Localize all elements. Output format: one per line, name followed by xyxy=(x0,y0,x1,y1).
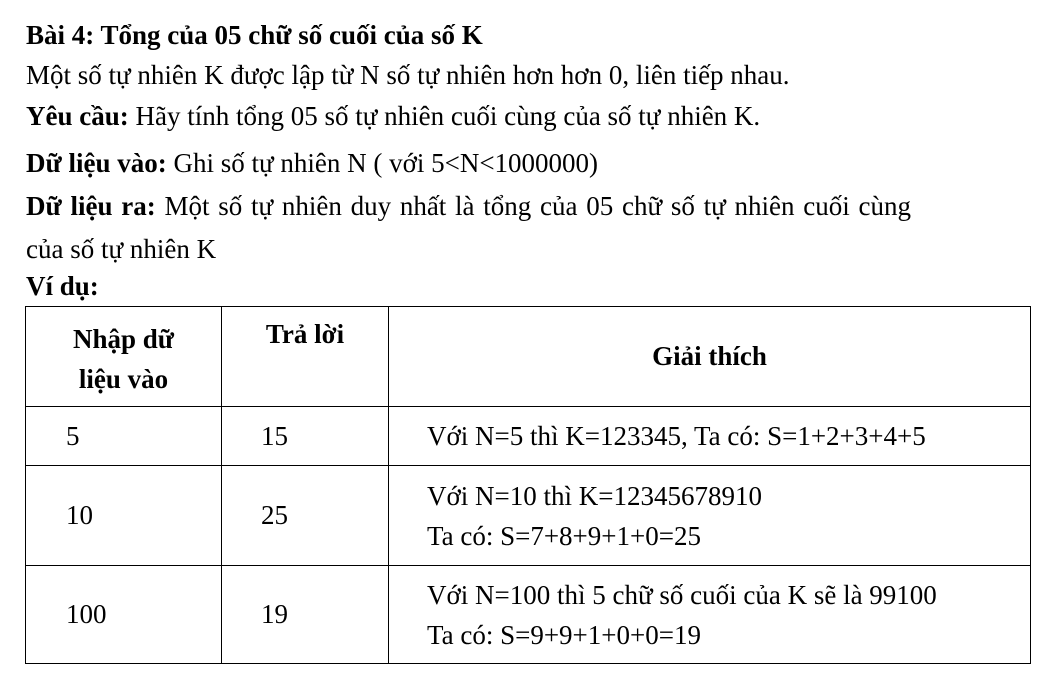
row-explanation xyxy=(389,566,1031,664)
header-input-line2: liệu vào xyxy=(78,364,169,394)
header-input xyxy=(26,307,222,407)
examples-table xyxy=(25,306,1031,664)
row-input: 10 xyxy=(26,466,222,566)
row-input: 5 xyxy=(26,407,222,466)
row-explanation-line2: Ta có: S=7+8+9+1+0=25 xyxy=(427,520,701,551)
output-label: Dữ liệu ra: xyxy=(26,191,156,221)
output-text-line1: Một số tự nhiên duy nhất là tổng của 05 chữ số tự nhiên cuối cùng xyxy=(155,191,911,221)
row-input: 100 xyxy=(26,566,222,664)
table-row xyxy=(26,407,1031,466)
requirement-label: Yêu cầu: xyxy=(26,101,129,131)
input-text: Ghi số tự nhiên N ( với 5<N<1000000) xyxy=(166,148,599,178)
problem-title: Bài 4: Tổng của 05 chữ số cuối của số K xyxy=(26,20,483,50)
requirement-line xyxy=(26,100,760,132)
header-explanation: Giải thích xyxy=(389,307,1031,407)
example-label: Ví dụ: xyxy=(26,271,99,301)
row-explanation xyxy=(389,407,1031,466)
input-spec-line xyxy=(26,147,598,179)
row-explanation-line2: Ta có: S=9+9+1+0+0=19 xyxy=(427,619,701,650)
table-row xyxy=(26,566,1031,664)
input-label: Dữ liệu vào: xyxy=(26,148,167,178)
table-header-row xyxy=(26,307,1031,407)
row-answer: 25 xyxy=(222,466,389,566)
output-text-line2: của số tự nhiên K xyxy=(26,234,217,264)
problem-intro: Một số tự nhiên K được lập từ N số tự nhiên hơn hơn 0, liên tiếp nhau. xyxy=(26,60,790,90)
output-spec-line xyxy=(26,190,911,222)
row-explanation-line1: Với N=5 thì K=123345, Ta có: S=1+2+3+4+5 xyxy=(427,421,926,451)
row-answer: 19 xyxy=(222,566,389,664)
header-input-line1: Nhập dữ xyxy=(73,324,174,354)
row-explanation xyxy=(389,466,1031,566)
row-explanation-line1: Với N=10 thì K=12345678910 xyxy=(427,480,762,511)
row-explanation-line1: Với N=100 thì 5 chữ số cuối của K sẽ là 99100 xyxy=(427,579,937,610)
requirement-text: Hãy tính tổng 05 số tự nhiên cuối cùng của số tự nhiên K. xyxy=(128,101,761,131)
row-answer: 15 xyxy=(222,407,389,466)
header-answer: Trả lời xyxy=(222,307,389,407)
table-row xyxy=(26,466,1031,566)
